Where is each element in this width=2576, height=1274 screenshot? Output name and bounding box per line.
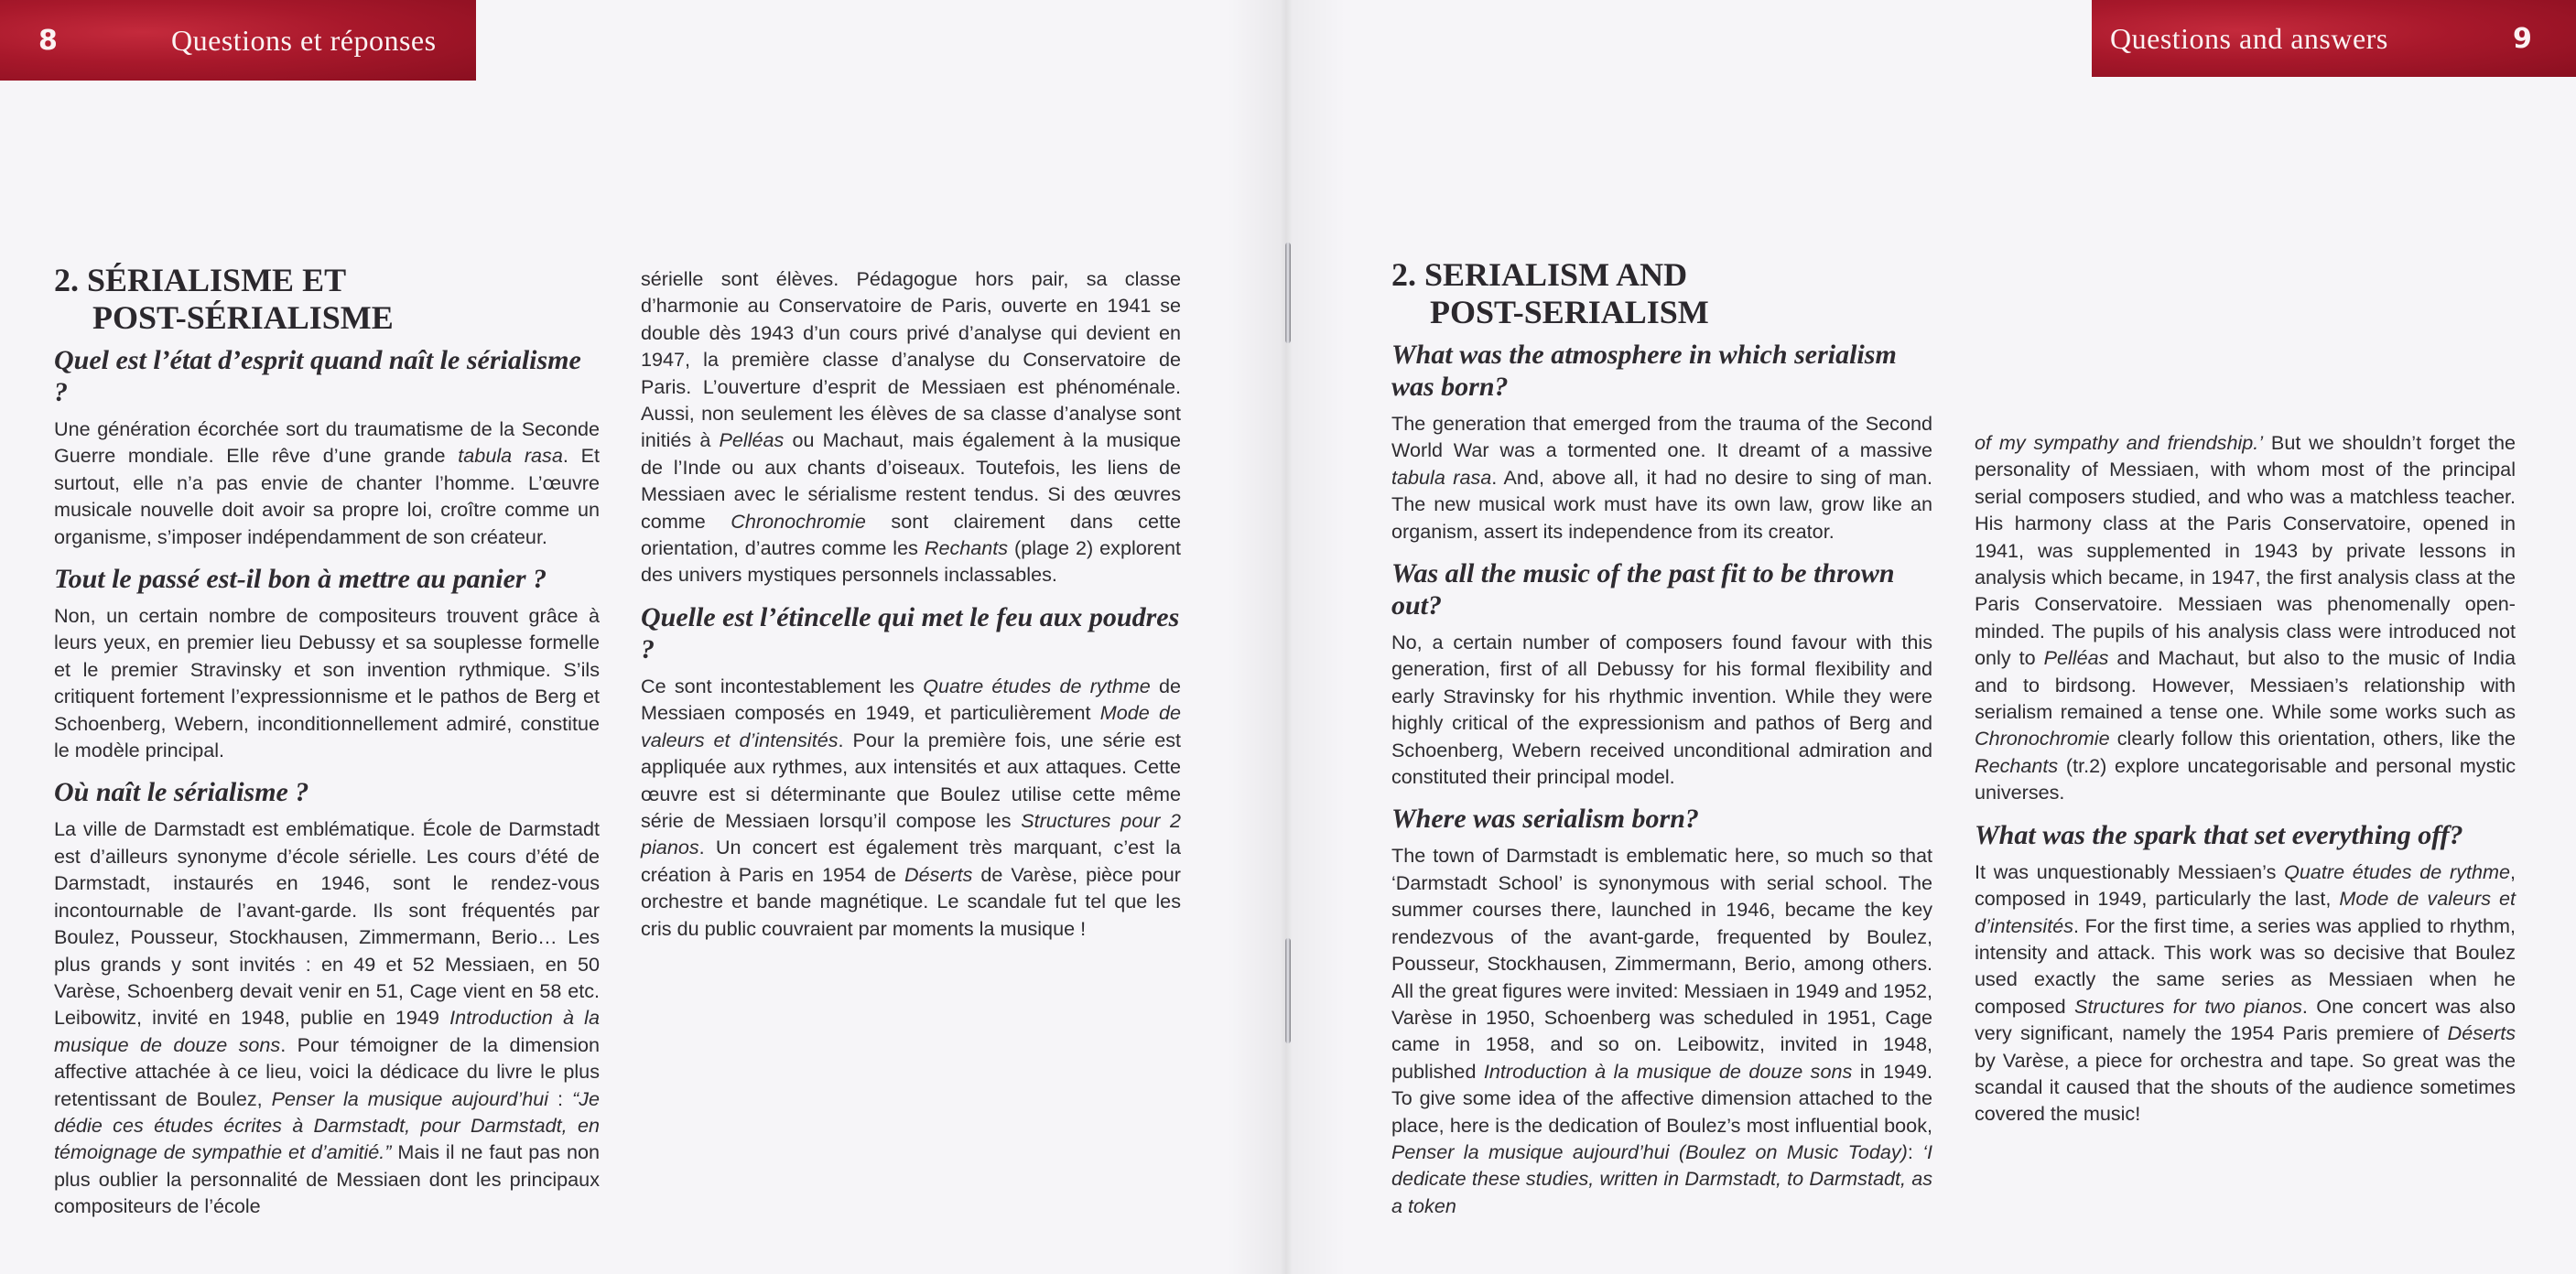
italic-title-text: Penser la musique aujourd’hui <box>271 1086 549 1110</box>
question-heading: Tout le passé est-il bon à mettre au panier ? <box>54 564 547 595</box>
paragraph-text: Une génération écorchée sort du traumatisme de la Seconde Guerre mondiale. Elle rêve d’une grande <box>54 417 600 468</box>
header-band-right <box>2092 0 2576 77</box>
italic-title-text: Introduction à la musique de douze sons <box>54 1006 600 1056</box>
book-gutter <box>1227 0 1346 1274</box>
french-column-2 <box>641 265 1181 955</box>
paragraph-text: in 1949. To give some idea of the affective dimension attached to the place, here is the dedication of Boulez’s most influential book, <box>1391 1059 1932 1137</box>
italic-title-text: Penser la musique aujourd’hui (Boulez on Music Today) <box>1391 1139 1908 1163</box>
paragraph-text: by Varèse, a piece for orchestra and tape. So great was the scandal it caused that the shouts of the audience sometimes covered the music! <box>1975 1048 2516 1126</box>
paragraph-text: The generation that emerged from the trauma of the Second World War was a tormented one. It dreamt of a massive <box>1391 412 1932 462</box>
question-heading: Was all the music of the past fit to be thrown out? <box>1391 558 1895 621</box>
paragraph-text: , composed in 1949, particularly the last, <box>1975 859 2516 911</box>
page-number-right: 9 <box>2513 22 2532 55</box>
italic-title-text: Structures pour 2 pianos <box>641 808 1181 859</box>
paragraph-text: : <box>548 1086 573 1110</box>
paragraph-text: It was unquestionably Messiaen’s <box>1975 859 2285 883</box>
paragraph-text: Ce sont incontestablement les <box>641 674 924 697</box>
paragraph-text: . Un concert est également très marquant, c’est la création à Paris en 1954 de <box>641 836 1181 886</box>
italic-title-text: Pelléas <box>2043 646 2109 670</box>
paragraph-text: and Machaut, but also to the music of India and to birdsong. However, Messiaen’s relationship with serialism remained a tense one. While some works such as <box>1975 646 2516 724</box>
paragraph-text: (tr.2) explore uncategorisable and personal mystic universes. <box>1975 753 2516 804</box>
paragraph-text: Non, un certain nombre de compositeurs trouvent grâce à leurs yeux, en premier lieu Debussy et sa souplesse formelle et le premier Stravinsky et son invention rythmique. S’ils critiquent fortement l’expressionnisme et le pathos de Berg et Schoenberg, Webern, inconditionnellement admiré, constitue le modèle principal. <box>54 604 600 762</box>
question-heading: Où naît le sérialisme ? <box>54 777 309 808</box>
paragraph-text: de Varèse, pièce pour orchestre et bande magnétique. Le scandale fut tel que les cris du public couvraient par moments la musique ! <box>641 862 1181 940</box>
paragraph-text: But we shouldn’t forget the personality of Messiaen, with whom most of the principal serial composers studied, and who was a matchless teacher. His harmony class at the Paris Conservatoire, opened in 1941, was supplemented in 1943 by private lessons in analysis which became, in 1947, the first analysis class at the Paris Conservatoire. Messiaen was phenomenally open-minded. The pupils of his analysis class were introduced not only to <box>1975 431 2516 670</box>
paragraph-text: La ville de Darmstadt est emblématique. École de Darmstadt est d’ailleurs synonyme d’école sérielle. Les cours d’été de Darmstadt, instaurés en 1946, sont le rendez-vous incontournable de l’avant-garde. Ils sont fréquentés par Boulez, Pousseur, Stockhausen, Zimmermann, Berio… Les plus grands y sont invités : en 49 et 52 Messiaen, en 50 Varèse, Schoenberg devait venir en 51, Cage vient en 58 etc. Leibowitz, invité en 1948, publie en 1949 <box>54 817 600 1030</box>
italic-title-text: Mode de valeurs et d’intensités <box>1975 887 2516 937</box>
paragraph-text: . Pour témoigner de la dimension affective attachée à ce lieu, voici la dédicace du livre le plus retentissant de Boulez, <box>54 1032 600 1110</box>
paragraph-text: . Et surtout, elle n’a pas envie de chanter l’homme. L’œuvre musicale nouvelle doit avoir sa propre loi, croître comme un organisme, s’imposer indépendamment de son créateur. <box>54 444 601 548</box>
italic-title-text: of my sympathy and friendship.’ <box>1975 431 2264 454</box>
italic-title-text: Quatre études de rythme <box>2284 859 2510 883</box>
section-title-line: POST-SERIALISM <box>1430 294 1709 330</box>
answer-paragraph <box>641 265 1181 588</box>
paragraph-text: (plage 2) explorent des univers mystiques personnels inclassables. <box>641 536 1181 587</box>
italic-title-text: Chronochromie <box>731 509 866 533</box>
english-column-1 <box>1391 256 1932 1232</box>
paragraph-text: sérielle sont élèves. Pédagogue hors pair, sa classe d’harmonie au Conservatoire de Paris, ouverte en 1941 se double dès 1943 d’un cours privé d’analyse qui devient en 1947, la première classe d’analyse du Conservatoire de Paris. L’ouverture d’esprit de Messiaen est phénoménale. Aussi, non seulement les élèves de sa classe d’analyse sont initiés à <box>641 267 1181 452</box>
italic-title-text: Mode de valeurs et d’intensités <box>641 701 1181 751</box>
paragraph-text: : <box>1907 1139 1923 1163</box>
staple-top <box>1285 243 1291 343</box>
italic-title-text: tabula rasa <box>1391 465 1492 489</box>
section-title <box>1391 256 1932 331</box>
paragraph-text: . Pour la première fois, une série est appliquée aux rythmes, aux intensités et aux attaques. Cette œuvre est si déterminante que Boulez utilise cette même série de Messiaen lorsqu’il compose les <box>641 728 1181 832</box>
paragraph-text: clearly follow this orientation, others, like the <box>2109 727 2516 750</box>
answer-paragraph <box>641 673 1181 942</box>
question-heading: What was the atmosphere in which serialism was born? <box>1391 340 1897 402</box>
italic-title-text: tabula rasa <box>458 444 563 468</box>
section-title-line: POST-SÉRIALISME <box>92 299 394 336</box>
english-column-2 <box>1975 429 2516 1140</box>
paragraph-text: ou Machaut, mais également à la musique de l’Inde ou aux chants d’oiseaux. Toutefois, les liens de Messiaen avec le sérialisme restent tendus. Si des œuvres comme <box>641 428 1181 533</box>
answer-paragraph <box>1391 410 1932 545</box>
header-band-left <box>0 0 476 81</box>
paragraph-text: Mais il ne faut pas non plus oublier la personnalité de Messiaen dont les principaux compositeurs de l’école <box>54 1140 600 1218</box>
answer-paragraph <box>54 602 600 763</box>
italic-title-text: Déserts <box>904 862 973 886</box>
running-title-right: Questions and answers <box>2110 21 2388 55</box>
question-heading: Quelle est l’étincelle qui met le feu aux poudres ? <box>641 601 1180 664</box>
italic-title-text: Pelléas <box>719 428 785 452</box>
section-title-line: 2. SERIALISM AND <box>1391 256 1688 293</box>
answer-paragraph <box>1391 842 1932 1219</box>
italic-title-text: Chronochromie <box>1975 727 2110 750</box>
paragraph-text: The town of Darmstadt is emblematic here, so much so that ‘Darmstadt School’ is synonymous with serial school. The summer courses there, launched in 1946, became the key rendezvous of the avant-garde, frequented by Boulez, Pousseur, Stockhausen, Zimmermann, Berio, among others. All the great figures were invited: Messiaen in 1949 and 1952, Varèse in 1950, Schoenberg was scheduled in 1951, Cage came in 1958, and so on. Leibowitz, invited in 1948, published <box>1391 844 1932 1083</box>
italic-title-text: Structures for two pianos <box>2074 994 2302 1018</box>
section-title <box>54 262 600 337</box>
running-title-left: Questions et réponses <box>171 23 437 57</box>
question-heading: Quel est l’état d’esprit quand naît le sérialisme ? <box>54 345 581 407</box>
page-number-left: 8 <box>38 24 58 57</box>
paragraph-text: . For the first time, a series was applied to rhythm, intensity and attack. This work was so decisive that Boulez used exactly the same series as Messiaen when he composed <box>1975 913 2516 1018</box>
italic-title-text: Rechants <box>924 536 1009 560</box>
italic-title-text: “Je dédie ces études écrites à Darmstadt, pour Darmstadt, en témoignage de sympathie et d’amitié.” <box>54 1086 601 1164</box>
paragraph-text: sont clairement dans cette orientation, d’autres comme les <box>641 509 1181 560</box>
paragraph-text: No, a certain number of composers found favour with this generation, first of all Debussy for his formal flexibility and early Stravinsky for his rhythmic invention. While they were highly critical of the expressionism and pathos of Berg and Schoenberg, Webern received unconditional admiration and constituted their principal model. <box>1391 631 1932 789</box>
italic-title-text: ‘I dedicate these studies, written in Darmstadt, to Darmstadt, as a token <box>1391 1139 1932 1217</box>
paragraph-text: . And, above all, it had no desire to sing of man. The new musical work must have its own law, grow like an organism, assert its independence from its creator. <box>1391 465 1932 543</box>
paragraph-text: . One concert was also very significant, namely the 1954 Paris premiere of <box>1975 994 2516 1045</box>
answer-paragraph <box>54 815 600 1219</box>
question-heading: Where was serialism born? <box>1391 804 1699 835</box>
answer-paragraph <box>1975 858 2516 1128</box>
italic-title-text: Rechants <box>1975 753 2059 777</box>
answer-paragraph <box>54 416 600 550</box>
italic-title-text: Introduction à la musique de douze sons <box>1483 1059 1853 1083</box>
section-title-line: 2. SÉRIALISME ET <box>54 262 347 298</box>
answer-paragraph <box>1975 429 2516 806</box>
italic-title-text: Quatre études de rythme <box>923 674 1151 697</box>
answer-paragraph <box>1391 629 1932 790</box>
paragraph-text: de Messiaen composés en 1949, et particulièrement <box>641 674 1181 725</box>
staple-bottom <box>1285 938 1291 1043</box>
french-column-1 <box>54 262 600 1233</box>
italic-title-text: Déserts <box>2447 1021 2516 1045</box>
question-heading: What was the spark that set everything off? <box>1975 819 2463 850</box>
